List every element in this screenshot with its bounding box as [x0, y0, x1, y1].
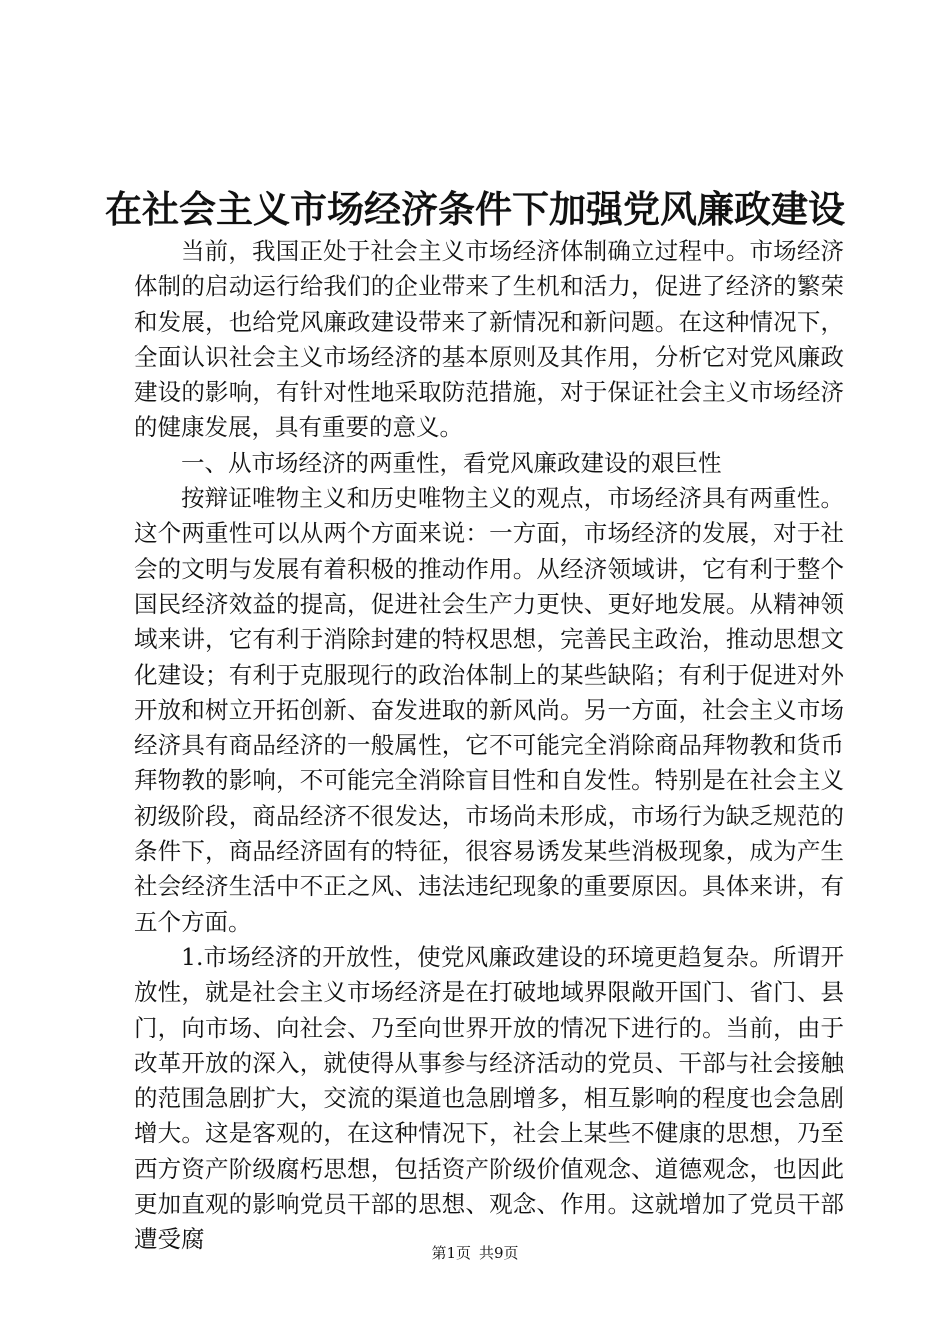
page-footer [0, 1242, 950, 1264]
paragraph-openness: 1.市场经济的开放性，使党风廉政建设的环境更趋复杂。所谓开放性，就是社会主义市场经济是在打破地域界限敞开国门、省门、县门，向市场、向社会、乃至向世界开放的情况下进行的。当前，由于改革开放的深入，就使得从事参与经济活动的党员、干部与社会接触的范围急剧扩大，交流的渠道也急剧增多，相互影响的程度也会急剧增大。这是客观的，在这种情况下，社会上某些不健康的思想，乃至西方资产阶级腐朽思想，包括资产阶级价值观念、道德观念，也因此更加直观的影响党员干部的思想、观念、作用。这就增加了党员干部遭受腐 [134, 942, 844, 1254]
paragraph-duality: 按辩证唯物主义和历史唯物主义的观点，市场经济具有两重性。这个两重性可以从两个方面来说：一方面，市场经济的发展，对于社会的文明与发展有着积极的推动作用。从经济领域讲，它有利于整个国民经济效益的提高，促进社会生产力更快、更好地发展。从精神领域来讲，它有利于消除封建的特权思想，完善民主政治，推动思想文化建设；有利于克服现行的政治体制上的某些缺陷；有利于促进对外开放和树立开拓创新、奋发进取的新风尚。另一方面，社会主义市场经济具有商品经济的一般属性，它不可能完全消除商品拜物教和货币拜物教的影响，不可能完全消除盲目性和自发性。特别是在社会主义初级阶段，商品经济不很发达，市场尚未形成，市场行为缺乏规范的条件下，商品经济固有的特征，很容易诱发某些消极现象，成为产生社会经济生活中不正之风、违法违纪现象的重要原因。具体来讲，有五个方面。 [134, 484, 844, 936]
section-heading-1: 一、从市场经济的两重性，看党风廉政建设的艰巨性 [181, 448, 722, 477]
paragraph-intro: 当前，我国正处于社会主义市场经济体制确立过程中。市场经济体制的启动运行给我们的企业带来了生机和活力，促进了经济的繁荣和发展，也给党风廉政建设带来了新情况和新问题。在这种情况下，全面认识社会主义市场经济的基本原则及其作用，分析它对党风廉政建设的影响，有针对性地采取防范措施，对于保证社会主义市场经济的健康发展，具有重要的意义。 [134, 237, 844, 442]
document-body [134, 234, 844, 1258]
page-number: 第1页 [431, 1244, 471, 1262]
document-title: 在社会主义市场经济条件下加强党风廉政建设 [105, 187, 845, 231]
page-total: 共9页 [479, 1244, 519, 1262]
